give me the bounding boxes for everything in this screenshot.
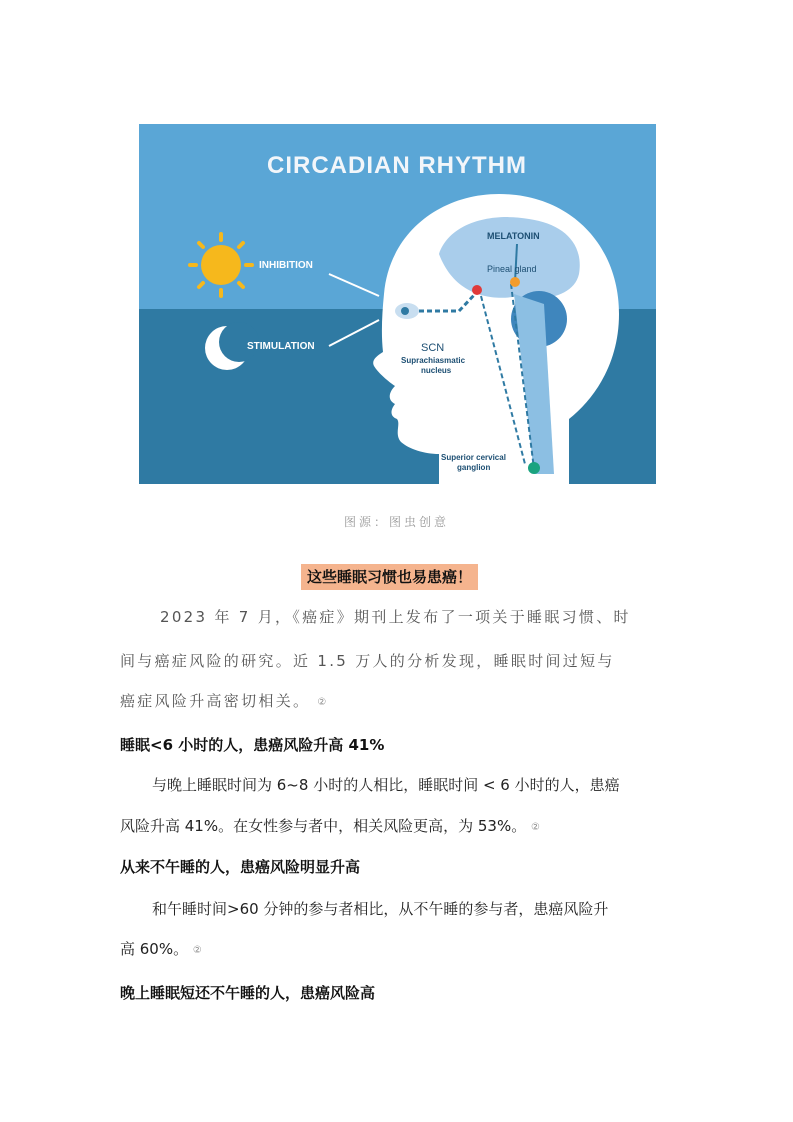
scn-label: SCN (421, 342, 445, 354)
ganglion-dot (528, 462, 540, 474)
item2-line-2-text: 高 60%。 (120, 940, 189, 958)
circadian-rhythm-figure (139, 124, 656, 484)
intro-line-3-text: 癌症风险升高密切相关。 (120, 692, 311, 710)
heading-2: 从来不午睡的人，患癌风险明显升高 (120, 858, 361, 876)
reference-mark: ② (531, 822, 540, 833)
figure-caption: 图源：图虫创意 (343, 515, 449, 529)
scn-sub1-label: Suprachiasmatic (401, 356, 466, 365)
melatonin-label: MELATONIN (487, 231, 540, 241)
heading-3: 晚上睡眠短还不午睡的人，患癌风险高 (120, 984, 376, 1002)
section-title: 这些睡眠习惯也易患癌！ (301, 564, 478, 590)
scn-sub2-label: nucleus (421, 366, 452, 375)
stimulation-label: STIMULATION (247, 341, 315, 352)
heading-1: 睡眠<6 小时的人，患癌风险升高 41% (120, 736, 385, 754)
item1-line-2 (120, 815, 676, 836)
item1-line-2-text: 风险升高 41%。在女性参与者中，相关风险更高，为 53%。 (120, 817, 527, 835)
item1-line-1: 与晚上睡眠时间为 6~8 小时的人相比，睡眠时间 < 6 小时的人，患癌 (152, 776, 620, 794)
ganglion2-label: ganglion (457, 463, 491, 472)
ganglion1-label: Superior cervical (441, 453, 506, 462)
intro-line-3 (120, 690, 676, 711)
scn-dot (472, 285, 482, 295)
pineal-label: Pineal gland (487, 264, 537, 274)
item2-line-1: 和午睡时间>60 分钟的参与者相比，从不午睡的参与者，患癌风险升 (152, 900, 609, 918)
figure-title: CIRCADIAN RHYTHM (267, 152, 527, 179)
reference-mark: ② (192, 945, 202, 956)
intro-line-2: 间与癌症风险的研究。近 1.5 万人的分析发现，睡眠时间过短与 (120, 652, 615, 670)
item2-line-2 (120, 938, 676, 959)
inhibition-label: INHIBITION (259, 260, 313, 271)
pineal-dot (510, 277, 520, 287)
reference-mark: ② (317, 697, 329, 708)
intro-line-1: 2023 年 7 月，《癌症》期刊上发布了一项关于睡眠习惯、时 (160, 608, 631, 626)
